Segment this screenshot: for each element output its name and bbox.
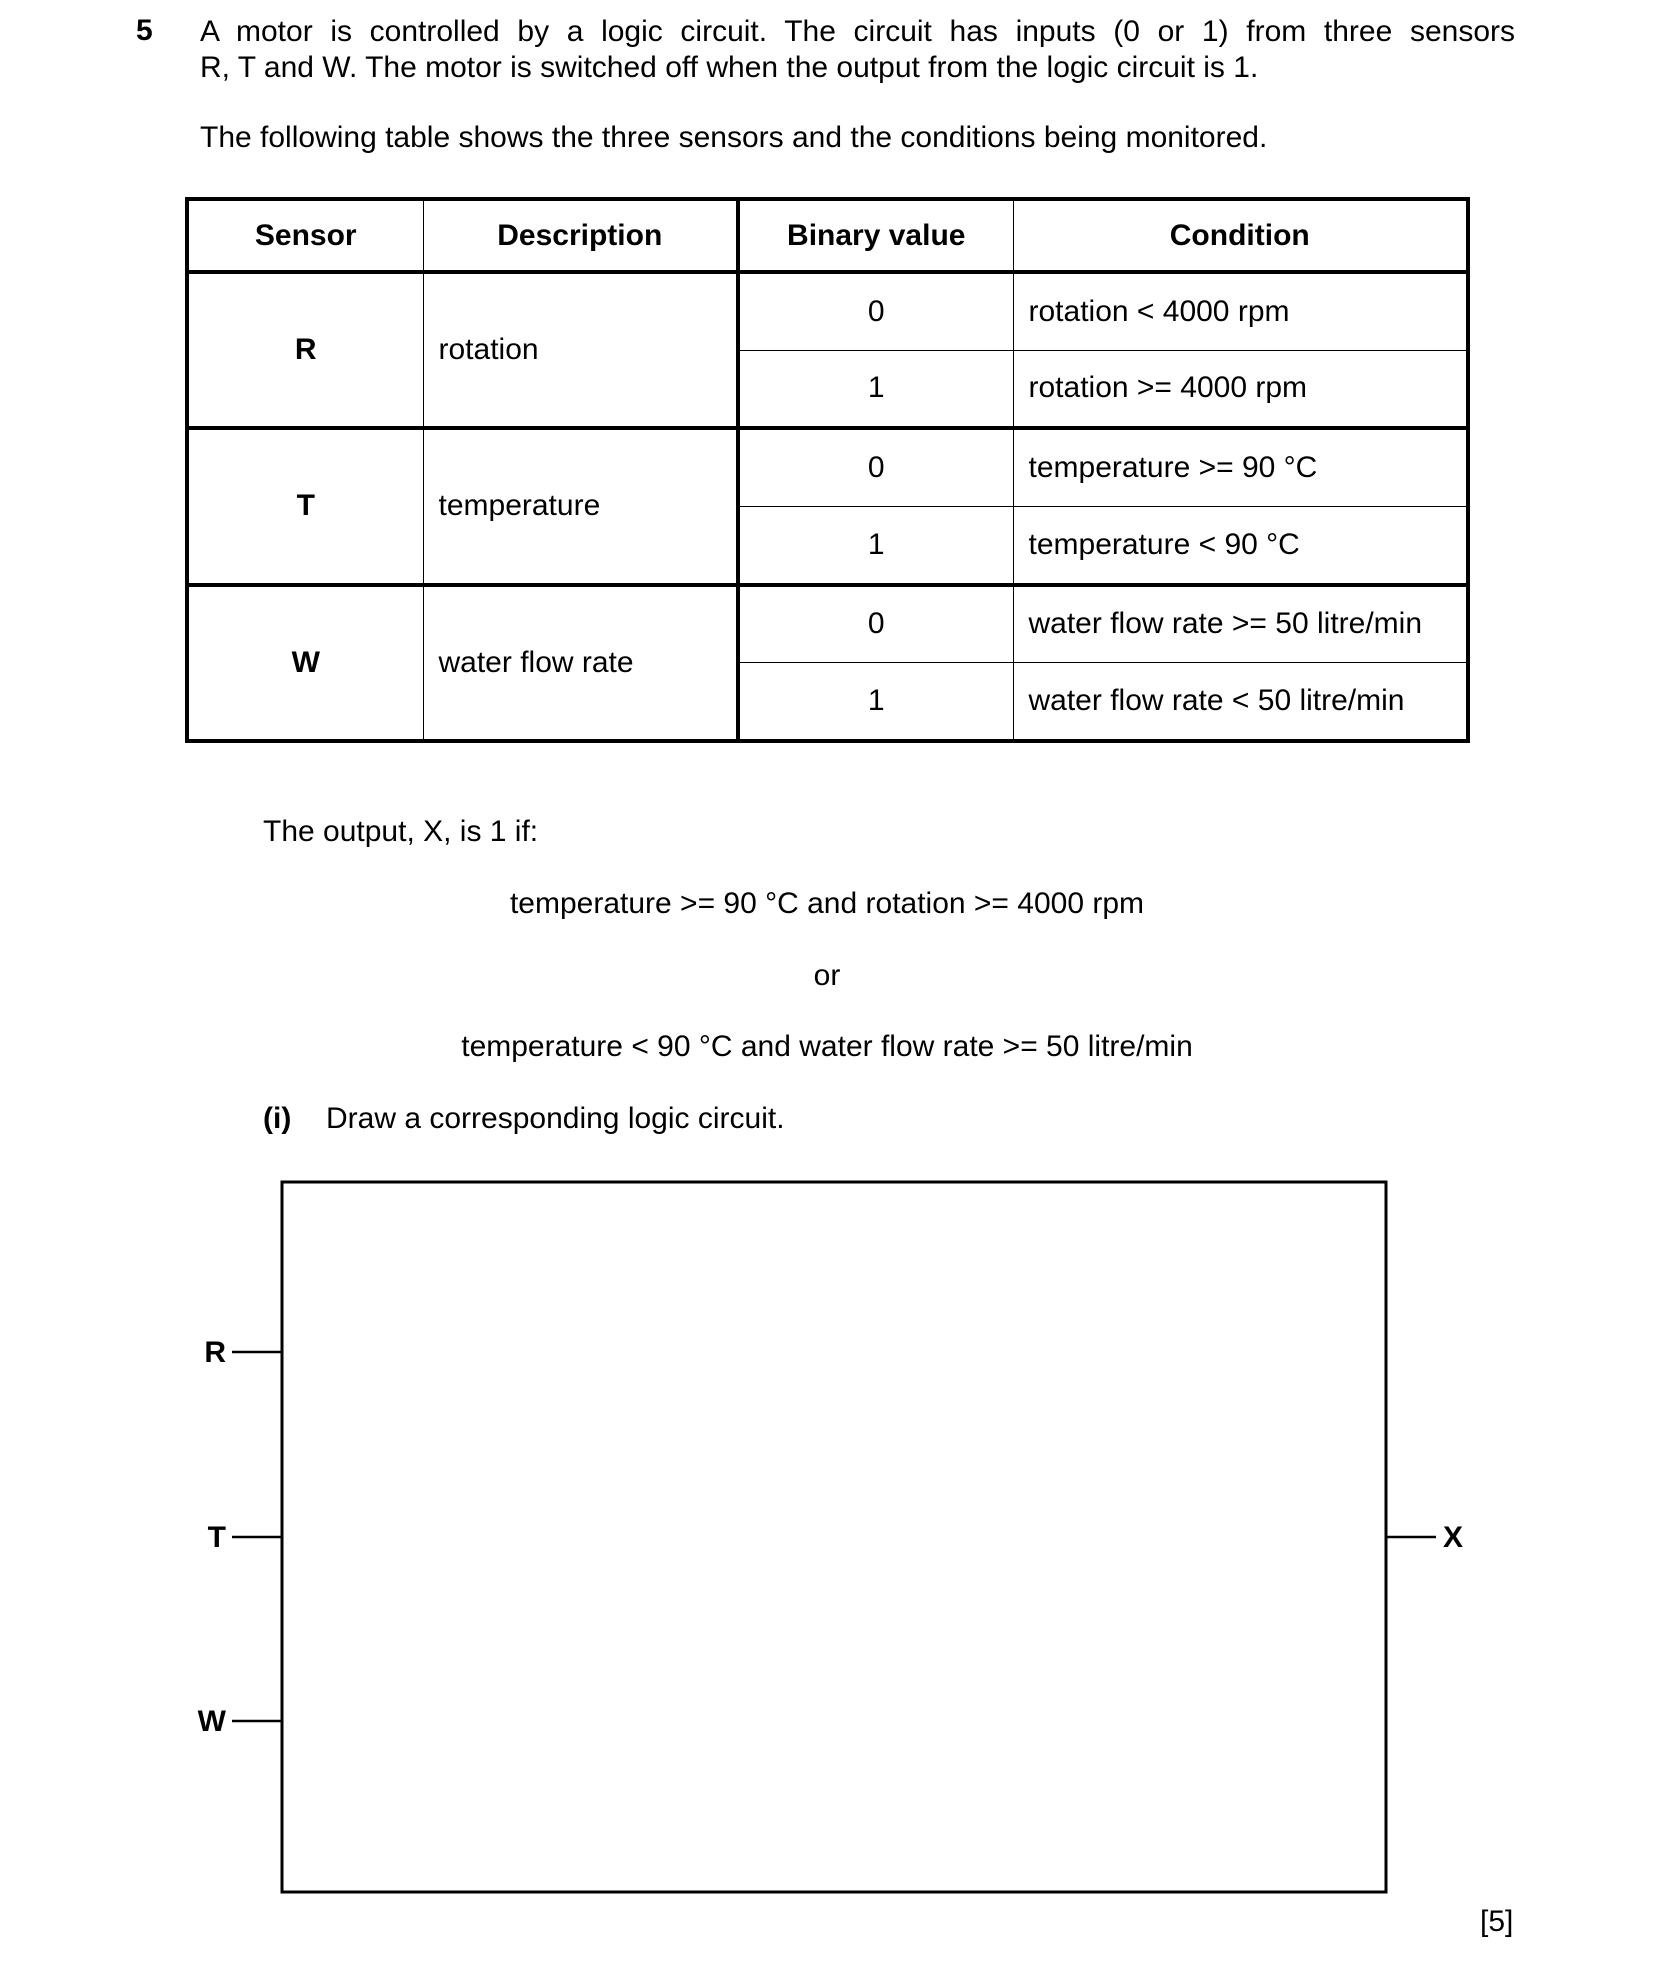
sensor-cell-r: R: [187, 272, 423, 428]
condition-cell: rotation >= 4000 rpm: [1013, 350, 1468, 428]
header-binary-value: Binary value: [738, 199, 1013, 272]
binary-cell: 0: [738, 272, 1013, 350]
header-condition: Condition: [1013, 199, 1468, 272]
description-cell-t: temperature: [423, 428, 738, 584]
marks-label: [5]: [1480, 1905, 1514, 1938]
output-or: or: [813, 959, 841, 992]
input-label-w: W: [197, 1705, 226, 1738]
binary-cell: 1: [738, 506, 1013, 584]
description-cell-w: water flow rate: [423, 585, 738, 741]
part-label: (i): [263, 1102, 292, 1135]
condition-cell: water flow rate >= 50 litre/min: [1013, 585, 1468, 663]
table-intro-text: The following table shows the three sensors and the conditions being monitored.: [200, 121, 1268, 154]
binary-cell: 1: [738, 663, 1013, 741]
output-label-x: X: [1443, 1521, 1464, 1554]
input-label-r: R: [204, 1336, 226, 1369]
sensor-cell-t: T: [187, 428, 423, 584]
intro-line-1: A motor is controlled by a logic circuit. The circuit has inputs (0 or 1) from three sensors: [200, 15, 1515, 48]
condition-cell: rotation < 4000 rpm: [1013, 272, 1468, 350]
circuit-drawing-box[interactable]: [282, 1182, 1386, 1892]
intro-line-2: R, T and W. The motor is switched off when the output from the logic circuit is 1.: [200, 51, 1259, 84]
condition-cell: temperature >= 90 °C: [1013, 428, 1468, 506]
description-cell-r: rotation: [423, 272, 738, 428]
output-intro: The output, X, is 1 if:: [263, 815, 539, 848]
condition-cell: temperature < 90 °C: [1013, 506, 1468, 584]
header-sensor: Sensor: [187, 199, 423, 272]
binary-cell: 1: [738, 350, 1013, 428]
condition-cell: water flow rate < 50 litre/min: [1013, 663, 1468, 741]
part-instruction: Draw a corresponding logic circuit.: [326, 1102, 785, 1135]
output-condition-a: temperature >= 90 °C and rotation >= 4000 rpm: [509, 887, 1145, 920]
binary-cell: 0: [738, 428, 1013, 506]
question-number: 5: [136, 14, 153, 47]
output-condition-b: temperature < 90 °C and water flow rate >= 50 litre/min: [461, 1030, 1193, 1063]
input-label-t: T: [207, 1521, 226, 1554]
header-description: Description: [423, 199, 738, 272]
binary-cell: 0: [738, 585, 1013, 663]
sensor-cell-w: W: [187, 585, 423, 741]
